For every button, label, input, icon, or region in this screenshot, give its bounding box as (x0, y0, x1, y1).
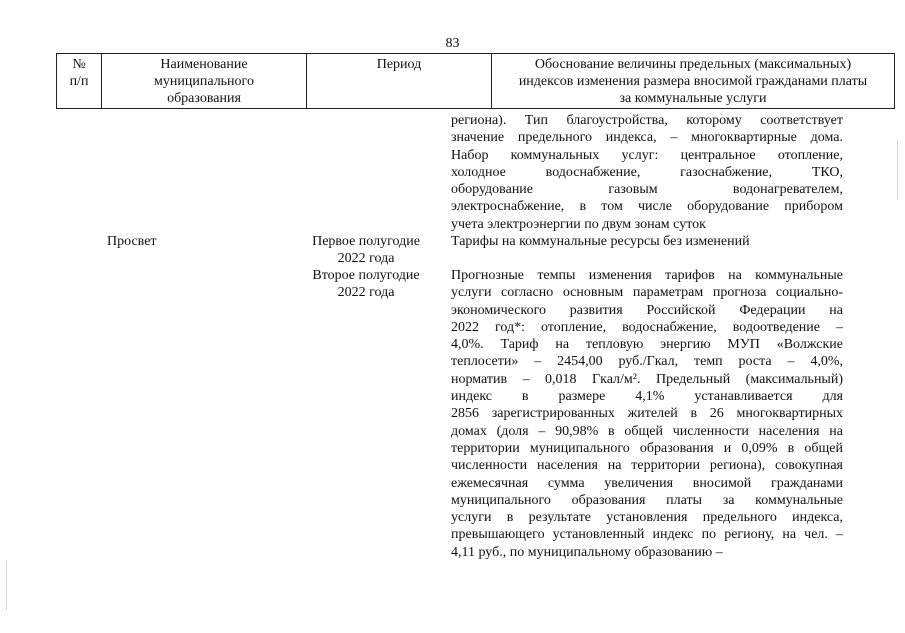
scan-edge-mark (897, 140, 898, 200)
second-half-line: Прогнозные темпы изменения тарифов на коммунальные (451, 268, 843, 283)
second-half-line: теплосети» – 2454,00 руб./Гкал, темп роста – 4,0%, (451, 354, 843, 370)
period-first-half: Первое полугодие 2022 года (312, 234, 420, 267)
second-half-line: индекс в размере 4,1% устанавливается для (451, 389, 843, 405)
header-municipality: Наименование муниципального образования (102, 54, 307, 109)
continuation-paragraph (451, 112, 843, 233)
continuation-line: региона). Тип благоустройства, которому соответствует (451, 113, 843, 128)
continuation-line: холодное водоснабжение, газоснабжение, ТКО, (451, 164, 843, 180)
scan-edge-mark (6, 560, 7, 610)
second-half-line: превышающего установленный индекс по региону, на чел. – (451, 527, 843, 543)
continuation-line: оборудование газовым водонагревателем, (451, 182, 843, 198)
continuation-line: электроснабжение, в том числе оборудование прибором (451, 199, 843, 215)
second-half-line: 4,11 руб., по муниципальному образованию – (451, 544, 723, 560)
continuation-line: Набор коммунальных услуг: центральное отопление, (451, 147, 843, 163)
second-half-justification (451, 267, 843, 561)
second-half-line: муниципального образования платы за коммунальные (451, 492, 843, 508)
second-half-line: территории муниципального образования и 0,09% в общей (451, 440, 843, 456)
period-second-half: Второе полугодие 2022 года (312, 268, 420, 301)
second-half-line: норматив – 0,018 Гкал/м². Предельный (максимальный) (451, 371, 843, 387)
table-header (56, 53, 895, 109)
continuation-line: значение предельного индекса, – многоквартирные дома. (451, 130, 843, 146)
header-justification: Обоснование величины предельных (максимальных) индексов изменения размера вносимой гражданами платы за коммунальные услуги (492, 54, 895, 109)
second-half-line: 4,0%. Тариф на тепловую энергию МУП «Волжские (451, 337, 843, 353)
second-half-line: ежемесячная сумма увеличения вносимой гражданами (451, 475, 843, 491)
municipality-name: Просвет (107, 234, 157, 249)
header-num: № п/п (57, 54, 102, 109)
second-half-line: 2022 год*: отопление, водоснабжение, водоотведение – (451, 319, 843, 335)
second-half-line: домах (доля – 90,98% в общей численности населения на (451, 423, 843, 439)
table-header-row (57, 54, 895, 109)
second-half-line: экономического развития Российской Федерации на (451, 302, 843, 318)
page-number: 83 (445, 36, 460, 51)
second-half-line: услуги в результате установления предельного индекса, (451, 510, 843, 526)
header-period: Период (307, 54, 492, 109)
continuation-line: учета электроэнергии по двум зонам суток (451, 216, 706, 232)
second-half-line: численности населения на территории региона), совокупная (451, 458, 843, 474)
second-half-line: услуги согласно основным параметрам прогноза социально- (451, 285, 843, 301)
first-half-justification: Тарифы на коммунальные ресурсы без изменений (451, 234, 750, 249)
second-half-line: 2856 зарегистрированных жителей в 26 многоквартирных (451, 406, 843, 422)
